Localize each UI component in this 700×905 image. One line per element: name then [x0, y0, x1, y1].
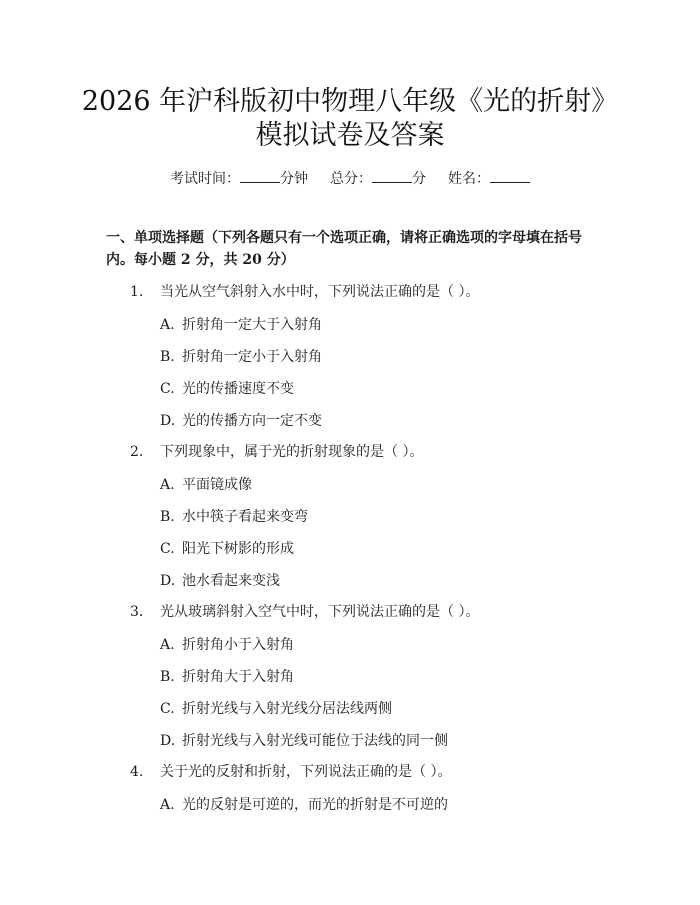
option: [160, 316, 322, 334]
option-text: 折射光线与入射光线分居法线两侧: [182, 701, 392, 717]
question: [130, 443, 423, 461]
option: [160, 508, 308, 526]
option-text: 光的反射是可逆的，而光的折射是不可逆的: [182, 797, 448, 813]
time-unit: 分钟: [280, 171, 308, 187]
option: [160, 348, 322, 366]
section-heading-line2: 内。每小题 2 分，共 20 分）: [106, 252, 295, 268]
question-number: 4.: [130, 764, 144, 780]
score-label: 总分：: [330, 171, 372, 187]
option: [160, 476, 252, 494]
question-number: 1.: [130, 284, 144, 300]
option: [160, 668, 294, 686]
option: [160, 380, 294, 398]
option-letter: C.: [160, 381, 175, 397]
question: [130, 763, 451, 781]
exam-info: [0, 169, 700, 188]
option-letter: A.: [160, 797, 175, 813]
option-text: 水中筷子看起来变弯: [182, 509, 308, 525]
question-text: 光从玻璃斜射入空气中时，下列说法正确的是（ ）。: [160, 604, 480, 620]
question: [130, 283, 479, 301]
option-text: 光的传播速度不变: [182, 381, 294, 397]
question: [130, 603, 479, 621]
name-blank: [490, 169, 530, 183]
option-text: 折射角一定小于入射角: [182, 349, 322, 365]
question-number: 3.: [130, 604, 144, 620]
page-title-line1: 2026 年沪科版初中物理八年级《光的折射》: [81, 86, 619, 117]
option-letter: D.: [160, 413, 176, 429]
option: [160, 636, 294, 654]
option-text: 光的传播方向一定不变: [182, 413, 322, 429]
option: [160, 540, 294, 558]
question-text: 下列现象中，属于光的折射现象的是（ ）。: [160, 444, 424, 460]
option: [160, 572, 280, 590]
option-letter: D.: [160, 733, 176, 749]
option: [160, 700, 392, 718]
option-text: 池水看起来变浅: [182, 573, 280, 589]
option-letter: D.: [160, 573, 176, 589]
option-text: 折射角小于入射角: [182, 637, 294, 653]
option-letter: A.: [160, 477, 175, 493]
option-text: 折射角大于入射角: [182, 669, 294, 685]
section-heading-line1: 一、单项选择题（下列各题只有一个选项正确，请将正确选项的字母填在括号: [106, 230, 582, 246]
question-number: 2.: [130, 444, 144, 460]
question-text: 当光从空气斜射入水中时，下列说法正确的是（ ）。: [160, 284, 480, 300]
option-letter: A.: [160, 317, 175, 333]
page-title-line2: 模拟试卷及答案: [255, 120, 445, 151]
option: [160, 732, 448, 750]
score-blank: [372, 169, 412, 183]
option-letter: C.: [160, 701, 175, 717]
option-letter: B.: [160, 349, 175, 365]
option-text: 阳光下树影的形成: [182, 541, 294, 557]
option-letter: C.: [160, 541, 175, 557]
option-text: 平面镜成像: [182, 477, 252, 493]
name-label: 姓名：: [448, 171, 490, 187]
option-text: 折射角一定大于入射角: [182, 317, 322, 333]
option-text: 折射光线与入射光线可能位于法线的同一侧: [182, 733, 448, 749]
option: [160, 412, 322, 430]
question-text: 关于光的反射和折射，下列说法正确的是（ ）。: [160, 764, 452, 780]
option-letter: A.: [160, 637, 175, 653]
option: [160, 796, 448, 814]
time-label: 考试时间：: [170, 171, 240, 187]
time-blank: [240, 169, 280, 183]
option-letter: B.: [160, 509, 175, 525]
score-unit: 分: [412, 171, 426, 187]
option-letter: B.: [160, 669, 175, 685]
